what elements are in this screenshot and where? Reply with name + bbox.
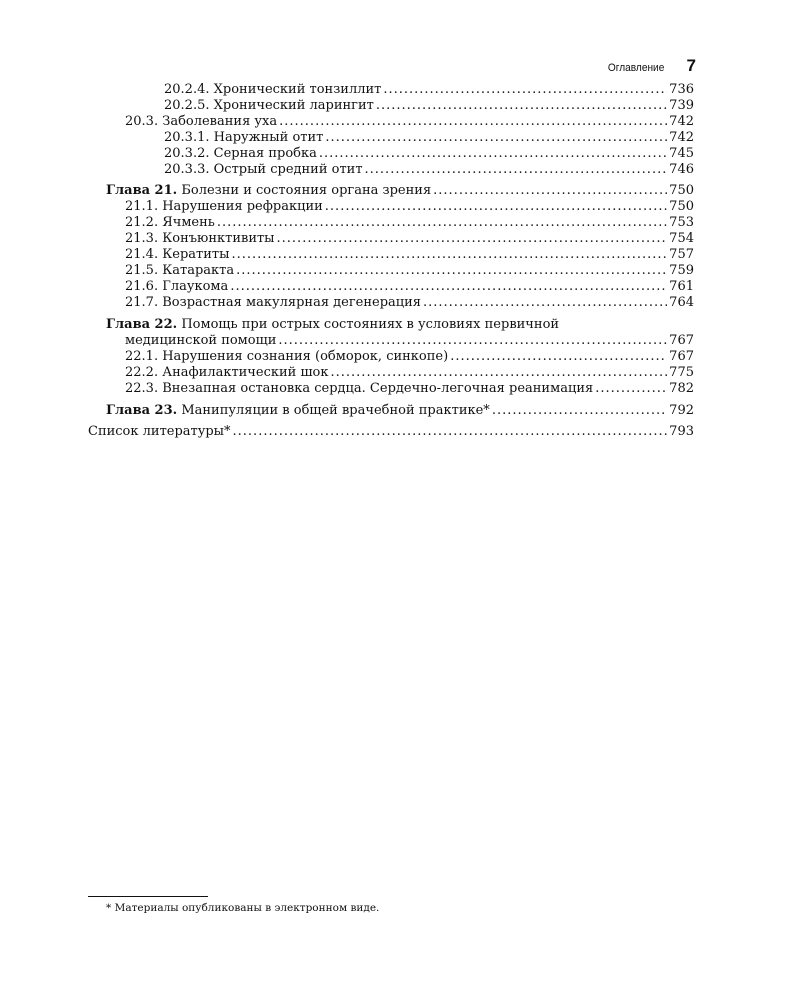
toc-entry-22-3[interactable] bbox=[125, 381, 694, 397]
toc-label: Ячмень bbox=[162, 215, 215, 230]
footnote-divider bbox=[88, 896, 208, 897]
toc-num: 20.2.5. bbox=[164, 98, 210, 113]
toc-entry-20-3-3[interactable] bbox=[164, 162, 694, 178]
toc-page: 753 bbox=[669, 215, 694, 230]
toc-page: 739 bbox=[669, 98, 694, 113]
toc-num: 20.3.1. bbox=[164, 130, 210, 145]
toc-page: 782 bbox=[669, 381, 694, 396]
toc-chapter-22-line2[interactable] bbox=[125, 333, 694, 349]
toc-entry-20-2-5[interactable] bbox=[164, 98, 694, 114]
toc-num: 22.3. bbox=[125, 381, 159, 396]
toc-num: 22.1. bbox=[125, 349, 159, 364]
toc-label: Нарушения рефракции bbox=[162, 199, 323, 214]
toc-entry-21-2[interactable] bbox=[125, 215, 694, 231]
toc-entry-21-3[interactable] bbox=[125, 231, 694, 247]
toc-page: 793 bbox=[669, 424, 694, 439]
toc-label: Кератиты bbox=[162, 247, 230, 262]
toc-page: 742 bbox=[669, 114, 694, 129]
toc-label: Глаукома bbox=[162, 279, 229, 294]
toc-label: Хронический тонзиллит bbox=[213, 82, 382, 97]
toc-chapter-22-line1[interactable] bbox=[106, 317, 559, 333]
toc-num: 21.7. bbox=[125, 295, 159, 310]
toc-page: 767 bbox=[669, 333, 694, 348]
toc-label: Список литературы* bbox=[88, 424, 231, 439]
toc-label-cont: медицинской помощи bbox=[125, 333, 277, 348]
toc-entry-21-6[interactable] bbox=[125, 279, 694, 295]
toc-num: 22.2. bbox=[125, 365, 159, 380]
toc-page: 775 bbox=[669, 365, 694, 380]
header-title: Оглавление bbox=[608, 62, 665, 74]
toc-chapter-num: Глава 22. bbox=[106, 317, 178, 332]
toc-label: Наружный отит bbox=[213, 130, 324, 145]
toc-label: Нарушения сознания (обморок, синкопе) bbox=[162, 349, 449, 364]
toc-entry-21-5[interactable] bbox=[125, 263, 694, 279]
toc-label: Болезни и состояния органа зрения bbox=[181, 183, 432, 198]
toc-page: 754 bbox=[669, 231, 694, 246]
toc-entry-21-4[interactable] bbox=[125, 247, 694, 263]
toc-num: 21.4. bbox=[125, 247, 159, 262]
toc-page: 767 bbox=[669, 349, 694, 364]
toc-label: Острый средний отит bbox=[213, 162, 363, 177]
toc-label: Серная пробка bbox=[213, 146, 317, 161]
toc-num: 20.2.4. bbox=[164, 82, 210, 97]
toc-chapter-num: Глава 21. bbox=[106, 183, 178, 198]
toc-num: 21.6. bbox=[125, 279, 159, 294]
toc-num: 20.3.2. bbox=[164, 146, 210, 161]
toc-chapter-num: Глава 23. bbox=[106, 403, 178, 418]
toc-entry-22-2[interactable] bbox=[125, 365, 694, 381]
toc-page: 750 bbox=[669, 183, 694, 198]
toc-num: 21.1. bbox=[125, 199, 159, 214]
toc-label: Катаракта bbox=[162, 263, 235, 278]
toc-page: 792 bbox=[669, 403, 694, 418]
toc-label: Хронический ларингит bbox=[213, 98, 374, 113]
toc-page: 761 bbox=[669, 279, 694, 294]
toc-num: 21.5. bbox=[125, 263, 159, 278]
toc-label: Анафилактический шок bbox=[162, 365, 329, 380]
page-number: 7 bbox=[686, 56, 696, 75]
toc-entry-20-3-1[interactable] bbox=[164, 130, 694, 146]
toc-num: 20.3. bbox=[125, 114, 159, 129]
toc-page: 736 bbox=[669, 82, 694, 97]
toc-label: Заболевания уха bbox=[162, 114, 278, 129]
toc-references[interactable] bbox=[88, 424, 694, 440]
toc-num: 21.2. bbox=[125, 215, 159, 230]
toc-label: Конъюнктивиты bbox=[162, 231, 275, 246]
toc-page: 745 bbox=[669, 146, 694, 161]
toc-chapter-21[interactable] bbox=[106, 183, 694, 199]
toc-num: 20.3.3. bbox=[164, 162, 210, 177]
toc-label: Манипуляции в общей врачебной практике* bbox=[181, 403, 490, 418]
toc-page: 746 bbox=[669, 162, 694, 177]
footnote: * Материалы опубликованы в электронном виде. bbox=[106, 902, 380, 914]
toc-num: 21.3. bbox=[125, 231, 159, 246]
toc-page: 764 bbox=[669, 295, 694, 310]
toc-page: 750 bbox=[669, 199, 694, 214]
toc-page: 742 bbox=[669, 130, 694, 145]
toc-entry-20-3[interactable] bbox=[125, 114, 694, 130]
toc-entry-21-7[interactable] bbox=[125, 295, 694, 311]
toc-page: 759 bbox=[669, 263, 694, 278]
toc-label: Возрастная макулярная дегенерация bbox=[162, 295, 422, 310]
running-header bbox=[603, 56, 696, 76]
toc-page: 757 bbox=[669, 247, 694, 262]
toc-label: Помощь при острых состояниях в условиях первичной bbox=[181, 317, 560, 332]
toc-entry-20-3-2[interactable] bbox=[164, 146, 694, 162]
toc-chapter-23[interactable] bbox=[106, 403, 694, 419]
toc-entry-21-1[interactable] bbox=[125, 199, 694, 215]
toc-entry-22-1[interactable] bbox=[125, 349, 694, 365]
toc-label: Внезапная остановка сердца. Сердечно-легочная реанимация bbox=[162, 381, 594, 396]
toc-entry-20-2-4[interactable] bbox=[164, 82, 694, 98]
